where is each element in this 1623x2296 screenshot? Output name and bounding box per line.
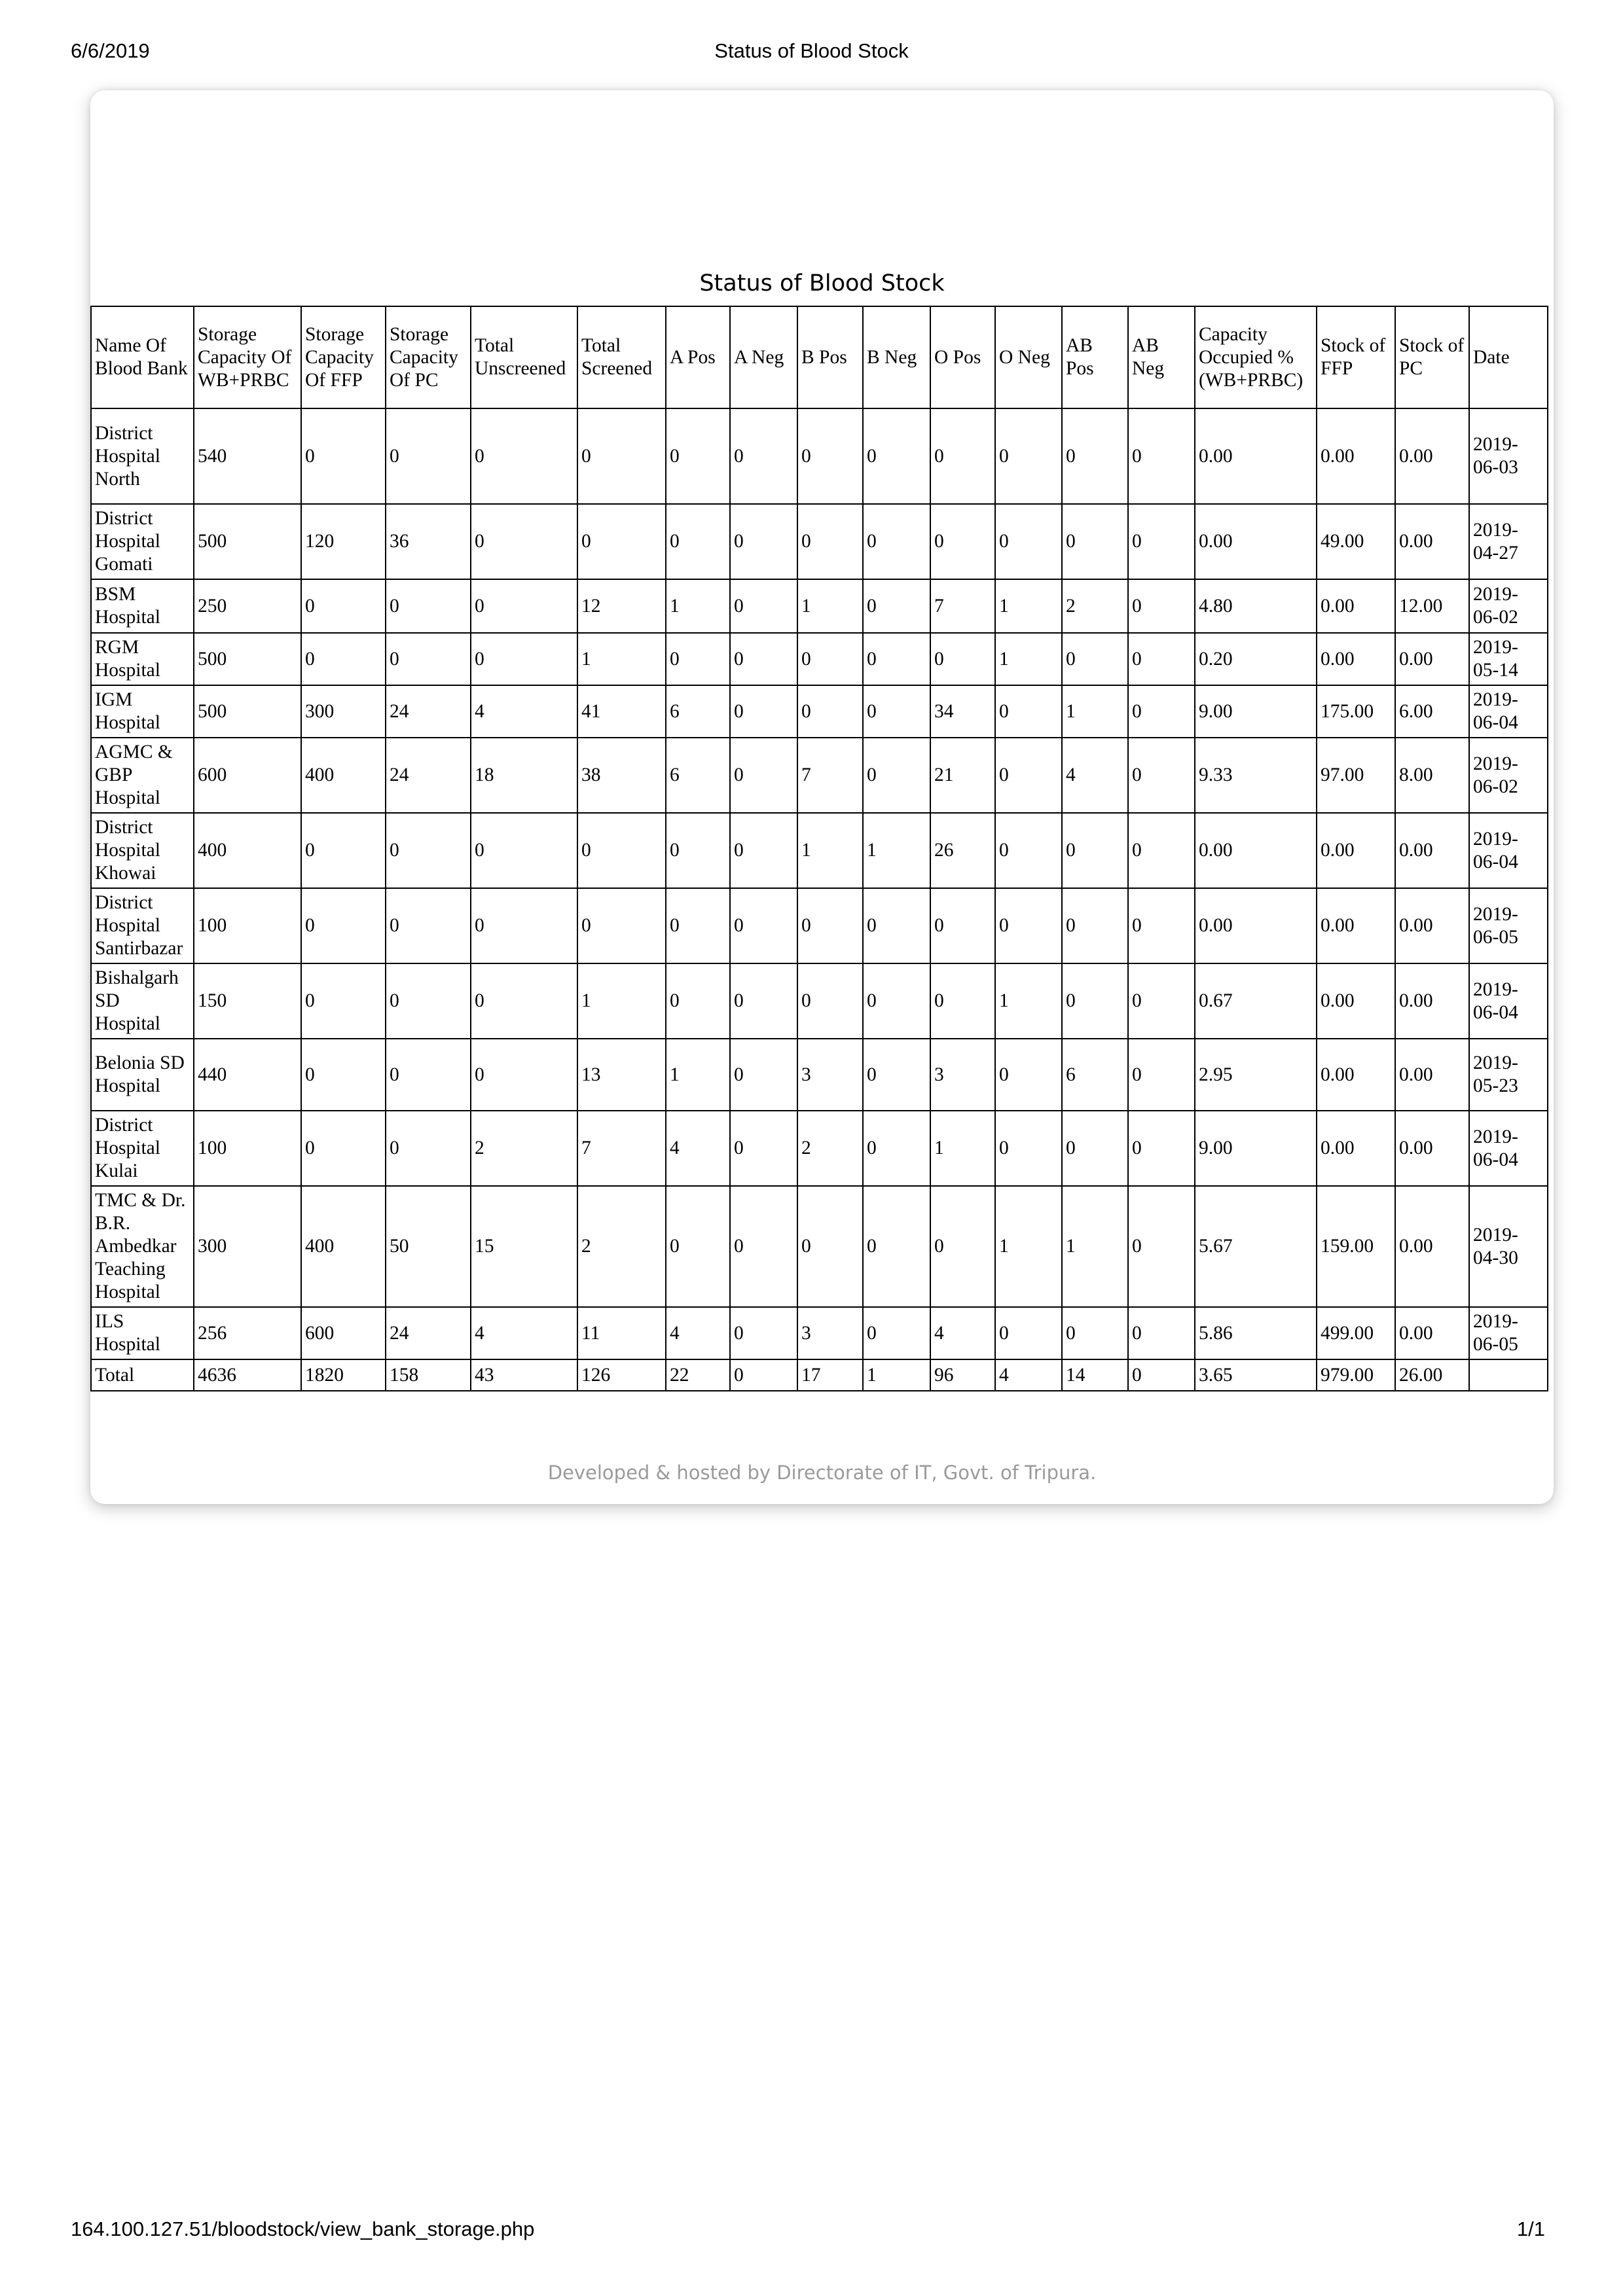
table-cell: 0 — [666, 633, 730, 685]
table-cell: 0 — [730, 1039, 797, 1111]
total-cell: 4636 — [194, 1359, 301, 1391]
table-cell: 0 — [797, 408, 863, 504]
table-cell: 0 — [730, 1111, 797, 1186]
table-cell: 100 — [194, 888, 301, 963]
table-cell: 400 — [301, 1186, 386, 1307]
table-cell: 0 — [863, 633, 930, 685]
table-cell: 7 — [797, 738, 863, 813]
table-cell: 0 — [666, 963, 730, 1039]
table-cell: 256 — [194, 1307, 301, 1359]
table-cell: 2 — [471, 1111, 577, 1186]
table-cell: 0 — [471, 504, 577, 579]
table-cell: 0 — [577, 504, 666, 579]
table-cell: 0 — [471, 408, 577, 504]
table-cell: 600 — [194, 738, 301, 813]
table-cell: 0 — [577, 813, 666, 888]
table-cell: 4.80 — [1195, 579, 1317, 633]
table-row — [91, 685, 1548, 738]
table-cell: 0 — [863, 1111, 930, 1186]
table-cell: 0 — [995, 408, 1062, 504]
table-cell: 0.00 — [1317, 579, 1395, 633]
total-cell: 17 — [797, 1359, 863, 1391]
table-cell: 26 — [930, 813, 995, 888]
table-cell: 1 — [995, 963, 1062, 1039]
total-cell: 4 — [995, 1359, 1062, 1391]
table-cell: 0 — [666, 408, 730, 504]
table-cell: 0 — [301, 1039, 386, 1111]
table-cell: 0 — [1128, 813, 1195, 888]
table-cell: 0 — [930, 888, 995, 963]
total-cell: 1 — [863, 1359, 930, 1391]
table-cell: 2.95 — [1195, 1039, 1317, 1111]
table-cell: 9.00 — [1195, 1111, 1317, 1186]
table-cell: 0 — [1128, 408, 1195, 504]
table-cell: 0 — [471, 813, 577, 888]
table-cell: 175.00 — [1317, 685, 1395, 738]
table-cell: 12.00 — [1395, 579, 1469, 633]
table-cell: 0 — [1062, 633, 1128, 685]
table-cell: 2 — [577, 1186, 666, 1307]
table-cell: 100 — [194, 1111, 301, 1186]
table-cell: 0.00 — [1395, 504, 1469, 579]
column-header: Date — [1469, 306, 1548, 408]
table-cell: 4 — [1062, 738, 1128, 813]
table-cell: 250 — [194, 579, 301, 633]
table-cell: 0 — [666, 888, 730, 963]
table-cell: 4 — [666, 1111, 730, 1186]
blood-bank-name-cell: District Hospital North — [91, 408, 194, 504]
table-cell: 1 — [930, 1111, 995, 1186]
total-cell: 96 — [930, 1359, 995, 1391]
table-cell: 4 — [930, 1307, 995, 1359]
table-cell: 1 — [797, 813, 863, 888]
table-cell: 0 — [730, 633, 797, 685]
table-row — [91, 408, 1548, 504]
table-cell: 2019-05-23 — [1469, 1039, 1548, 1111]
table-header-row — [91, 306, 1548, 408]
blood-bank-name-cell: District Hospital Santirbazar — [91, 888, 194, 963]
table-cell: 0 — [301, 963, 386, 1039]
table-cell: 4 — [471, 1307, 577, 1359]
column-header: A Pos — [666, 306, 730, 408]
table-cell: 300 — [194, 1186, 301, 1307]
table-cell: 500 — [194, 504, 301, 579]
column-header: Stock of FFP — [1317, 306, 1395, 408]
table-cell: 0 — [730, 888, 797, 963]
table-cell: 0 — [1128, 579, 1195, 633]
table-cell: 1 — [995, 633, 1062, 685]
table-cell: 0 — [301, 579, 386, 633]
table-cell: 0.00 — [1395, 1039, 1469, 1111]
table-cell: 0 — [1062, 1307, 1128, 1359]
table-cell: 3 — [797, 1307, 863, 1359]
table-row — [91, 579, 1548, 633]
table-cell: 0 — [301, 408, 386, 504]
table-cell: 0 — [797, 888, 863, 963]
table-cell: 0 — [730, 963, 797, 1039]
table-cell: 38 — [577, 738, 666, 813]
column-header: Storage Capacity Of FFP — [301, 306, 386, 408]
table-cell: 0.00 — [1395, 1111, 1469, 1186]
column-header: Storage Capacity Of PC — [386, 306, 471, 408]
table-cell: 0 — [863, 1039, 930, 1111]
table-cell: 0 — [730, 408, 797, 504]
total-cell: 1820 — [301, 1359, 386, 1391]
table-cell: 5.67 — [1195, 1186, 1317, 1307]
blood-bank-name-cell: District Hospital Kulai — [91, 1111, 194, 1186]
table-cell: 24 — [386, 738, 471, 813]
table-cell: 0 — [1128, 963, 1195, 1039]
table-cell: 159.00 — [1317, 1186, 1395, 1307]
blood-bank-name-cell: Belonia SD Hospital — [91, 1039, 194, 1111]
table-cell: 1 — [577, 633, 666, 685]
table-cell: 0 — [797, 1186, 863, 1307]
table-cell: 0 — [797, 504, 863, 579]
table-cell: 0 — [386, 633, 471, 685]
table-cell: 0 — [930, 633, 995, 685]
table-cell: 150 — [194, 963, 301, 1039]
table-cell: 0 — [1062, 963, 1128, 1039]
table-cell: 0 — [1062, 408, 1128, 504]
table-cell: 0.00 — [1317, 888, 1395, 963]
table-cell: 0.00 — [1317, 813, 1395, 888]
table-cell: 0.00 — [1195, 813, 1317, 888]
table-cell: 0 — [863, 504, 930, 579]
table-cell: 0 — [1128, 738, 1195, 813]
blood-bank-name-cell: ILS Hospital — [91, 1307, 194, 1359]
table-cell: 0 — [301, 1111, 386, 1186]
table-cell: 2019-06-04 — [1469, 963, 1548, 1039]
table-cell: 0 — [930, 408, 995, 504]
table-cell: 0 — [863, 738, 930, 813]
table-row — [91, 813, 1548, 888]
table-cell: 0 — [386, 888, 471, 963]
table-cell: 0.00 — [1317, 963, 1395, 1039]
total-row — [91, 1359, 1548, 1391]
table-row — [91, 1039, 1548, 1111]
table-cell: 0.00 — [1395, 963, 1469, 1039]
table-cell: 400 — [301, 738, 386, 813]
table-cell: 0.00 — [1395, 408, 1469, 504]
table-cell: 13 — [577, 1039, 666, 1111]
table-cell: 49.00 — [1317, 504, 1395, 579]
total-cell: 26.00 — [1395, 1359, 1469, 1391]
table-cell: 1 — [797, 579, 863, 633]
table-cell: 4 — [471, 685, 577, 738]
table-cell: 0 — [1128, 504, 1195, 579]
table-cell: 2019-04-27 — [1469, 504, 1548, 579]
total-cell: 979.00 — [1317, 1359, 1395, 1391]
table-cell: 600 — [301, 1307, 386, 1359]
total-cell: 0 — [730, 1359, 797, 1391]
table-cell: 0 — [1062, 1111, 1128, 1186]
total-cell: 43 — [471, 1359, 577, 1391]
table-cell: 0 — [863, 1186, 930, 1307]
table-cell: 97.00 — [1317, 738, 1395, 813]
blood-bank-name-cell: Bishalgarh SD Hospital — [91, 963, 194, 1039]
total-cell: 158 — [386, 1359, 471, 1391]
table-row — [91, 738, 1548, 813]
table-cell: 0 — [730, 813, 797, 888]
table-cell: 0 — [797, 685, 863, 738]
total-cell: 14 — [1062, 1359, 1128, 1391]
table-cell: 2019-06-03 — [1469, 408, 1548, 504]
table-cell: 0 — [930, 963, 995, 1039]
table-cell: 0 — [1128, 1186, 1195, 1307]
table-cell: 6 — [666, 738, 730, 813]
table-cell: 0.20 — [1195, 633, 1317, 685]
table-cell: 0 — [730, 1307, 797, 1359]
column-header: B Neg — [863, 306, 930, 408]
table-cell: 0 — [577, 888, 666, 963]
table-cell: 1 — [1062, 1186, 1128, 1307]
table-cell: 0.00 — [1395, 813, 1469, 888]
table-row — [91, 633, 1548, 685]
table-cell: 24 — [386, 1307, 471, 1359]
table-cell: 0 — [1128, 1039, 1195, 1111]
table-cell: 0 — [995, 738, 1062, 813]
table-cell: 0 — [995, 685, 1062, 738]
blood-bank-name-cell: AGMC & GBP Hospital — [91, 738, 194, 813]
table-cell: 120 — [301, 504, 386, 579]
column-header: Stock of PC — [1395, 306, 1469, 408]
table-cell: 0 — [666, 813, 730, 888]
table-cell: 0 — [730, 685, 797, 738]
total-cell — [1469, 1359, 1548, 1391]
table-cell: 0.00 — [1395, 1186, 1469, 1307]
table-cell: 0 — [471, 963, 577, 1039]
table-cell: 0.00 — [1395, 888, 1469, 963]
table-cell: 0 — [386, 963, 471, 1039]
column-header: B Pos — [797, 306, 863, 408]
table-cell: 0 — [666, 504, 730, 579]
table-cell: 0 — [1128, 633, 1195, 685]
table-cell: 0 — [863, 408, 930, 504]
table-cell: 499.00 — [1317, 1307, 1395, 1359]
table-cell: 0 — [577, 408, 666, 504]
blood-bank-name-cell: TMC & Dr. B.R. Ambedkar Teaching Hospital — [91, 1186, 194, 1307]
report-title: Status of Blood Stock — [699, 270, 945, 296]
table-cell: 0 — [995, 1111, 1062, 1186]
table-cell: 0 — [471, 1039, 577, 1111]
table-cell: 41 — [577, 685, 666, 738]
table-cell: 3 — [930, 1039, 995, 1111]
table-cell: 4 — [666, 1307, 730, 1359]
table-cell: 1 — [995, 1186, 1062, 1307]
table-cell: 0 — [797, 963, 863, 1039]
table-cell: 11 — [577, 1307, 666, 1359]
total-cell: 22 — [666, 1359, 730, 1391]
table-cell: 0 — [730, 1186, 797, 1307]
blood-stock-table-wrapper — [90, 306, 1547, 1391]
table-cell: 0 — [995, 888, 1062, 963]
table-cell: 0 — [1128, 685, 1195, 738]
blood-bank-name-cell: District Hospital Khowai — [91, 813, 194, 888]
table-cell: 0 — [386, 1111, 471, 1186]
blood-bank-name-cell: IGM Hospital — [91, 685, 194, 738]
developer-credit: Developed & hosted by Directorate of IT, Govt. of Tripura. — [547, 1462, 1097, 1484]
table-cell: 2019-06-05 — [1469, 888, 1548, 963]
table-cell: 0 — [301, 813, 386, 888]
table-cell: 0.00 — [1317, 1111, 1395, 1186]
table-cell: 0.00 — [1195, 408, 1317, 504]
total-cell: 0 — [1128, 1359, 1195, 1391]
table-cell: 34 — [930, 685, 995, 738]
table-cell: 1 — [666, 579, 730, 633]
table-cell: 0 — [930, 1186, 995, 1307]
table-cell: 0 — [471, 888, 577, 963]
table-cell: 6 — [1062, 1039, 1128, 1111]
table-cell: 9.33 — [1195, 738, 1317, 813]
table-cell: 2019-05-14 — [1469, 633, 1548, 685]
table-cell: 0 — [863, 1307, 930, 1359]
table-cell: 0 — [386, 1039, 471, 1111]
table-cell: 0.67 — [1195, 963, 1317, 1039]
table-row — [91, 1307, 1548, 1359]
table-row — [91, 1111, 1548, 1186]
table-cell: 0 — [1062, 504, 1128, 579]
table-cell: 0 — [730, 738, 797, 813]
table-cell: 500 — [194, 685, 301, 738]
table-cell: 0 — [730, 579, 797, 633]
table-cell: 7 — [577, 1111, 666, 1186]
table-cell: 0 — [666, 1186, 730, 1307]
print-footer-page-number: 1/1 — [1516, 2217, 1545, 2240]
print-header-date: 6/6/2019 — [71, 39, 150, 62]
table-cell: 0.00 — [1317, 633, 1395, 685]
table-cell: 0 — [730, 504, 797, 579]
column-header: Total Screened — [577, 306, 666, 408]
table-cell: 0 — [863, 963, 930, 1039]
table-cell: 6.00 — [1395, 685, 1469, 738]
column-header: Name Of Blood Bank — [91, 306, 194, 408]
table-cell: 2019-06-02 — [1469, 738, 1548, 813]
table-row — [91, 888, 1548, 963]
table-cell: 1 — [863, 813, 930, 888]
table-cell: 2019-06-04 — [1469, 685, 1548, 738]
table-cell: 0 — [301, 633, 386, 685]
table-cell: 5.86 — [1195, 1307, 1317, 1359]
table-cell: 0 — [386, 579, 471, 633]
blood-bank-name-cell: RGM Hospital — [91, 633, 194, 685]
column-header: O Neg — [995, 306, 1062, 408]
table-cell: 9.00 — [1195, 685, 1317, 738]
table-cell: 0 — [301, 888, 386, 963]
table-cell: 0 — [1062, 813, 1128, 888]
blood-bank-name-cell: District Hospital Gomati — [91, 504, 194, 579]
table-cell: 2019-06-02 — [1469, 579, 1548, 633]
column-header: A Neg — [730, 306, 797, 408]
column-header: AB Pos — [1062, 306, 1128, 408]
table-cell: 0 — [863, 888, 930, 963]
table-cell: 7 — [930, 579, 995, 633]
table-cell: 21 — [930, 738, 995, 813]
print-footer-url: 164.100.127.51/bloodstock/view_bank_storage.php — [71, 2217, 535, 2240]
table-cell: 0.00 — [1317, 1039, 1395, 1111]
table-cell: 0 — [386, 408, 471, 504]
table-cell: 0 — [797, 633, 863, 685]
table-cell: 8.00 — [1395, 738, 1469, 813]
table-cell: 0 — [995, 1307, 1062, 1359]
blood-stock-table — [90, 306, 1548, 1391]
table-cell: 0 — [995, 813, 1062, 888]
table-cell: 0 — [863, 685, 930, 738]
table-cell: 6 — [666, 685, 730, 738]
table-cell: 0 — [930, 504, 995, 579]
total-cell: 126 — [577, 1359, 666, 1391]
table-cell: 0.00 — [1195, 888, 1317, 963]
total-cell: 3.65 — [1195, 1359, 1317, 1391]
table-cell: 0 — [1128, 1307, 1195, 1359]
column-header: Total Unscreened — [471, 306, 577, 408]
column-header: O Pos — [930, 306, 995, 408]
table-cell: 0 — [863, 579, 930, 633]
table-cell: 0.00 — [1195, 504, 1317, 579]
table-cell: 300 — [301, 685, 386, 738]
table-cell: 0.00 — [1317, 408, 1395, 504]
table-cell: 440 — [194, 1039, 301, 1111]
table-cell: 2019-06-05 — [1469, 1307, 1548, 1359]
column-header: Capacity Occupied % (WB+PRBC) — [1195, 306, 1317, 408]
table-cell: 500 — [194, 633, 301, 685]
table-cell: 2019-06-04 — [1469, 1111, 1548, 1186]
table-cell: 1 — [577, 963, 666, 1039]
table-cell: 3 — [797, 1039, 863, 1111]
table-cell: 2019-04-30 — [1469, 1186, 1548, 1307]
table-cell: 2 — [1062, 579, 1128, 633]
table-cell: 1 — [995, 579, 1062, 633]
print-header-title: Status of Blood Stock — [714, 39, 909, 62]
table-row — [91, 504, 1548, 579]
column-header: AB Neg — [1128, 306, 1195, 408]
table-cell: 0 — [995, 504, 1062, 579]
table-cell: 36 — [386, 504, 471, 579]
report-card — [90, 90, 1554, 1504]
table-cell: 0 — [995, 1039, 1062, 1111]
table-cell: 0 — [471, 633, 577, 685]
table-cell: 18 — [471, 738, 577, 813]
table-cell: 400 — [194, 813, 301, 888]
table-cell: 0 — [1062, 888, 1128, 963]
table-cell: 24 — [386, 685, 471, 738]
column-header: Storage Capacity Of WB+PRBC — [194, 306, 301, 408]
table-row — [91, 1186, 1548, 1307]
table-cell: 2019-06-04 — [1469, 813, 1548, 888]
blood-bank-name-cell: BSM Hospital — [91, 579, 194, 633]
table-cell: 1 — [666, 1039, 730, 1111]
table-row — [91, 963, 1548, 1039]
table-cell: 0.00 — [1395, 1307, 1469, 1359]
table-cell: 0 — [1128, 888, 1195, 963]
table-cell: 0.00 — [1395, 633, 1469, 685]
table-cell: 0 — [1128, 1111, 1195, 1186]
total-cell: Total — [91, 1359, 194, 1391]
table-cell: 12 — [577, 579, 666, 633]
table-cell: 2 — [797, 1111, 863, 1186]
table-body — [91, 408, 1548, 1391]
table-cell: 0 — [471, 579, 577, 633]
table-cell: 50 — [386, 1186, 471, 1307]
table-cell: 540 — [194, 408, 301, 504]
table-cell: 15 — [471, 1186, 577, 1307]
table-cell: 1 — [1062, 685, 1128, 738]
table-cell: 0 — [386, 813, 471, 888]
